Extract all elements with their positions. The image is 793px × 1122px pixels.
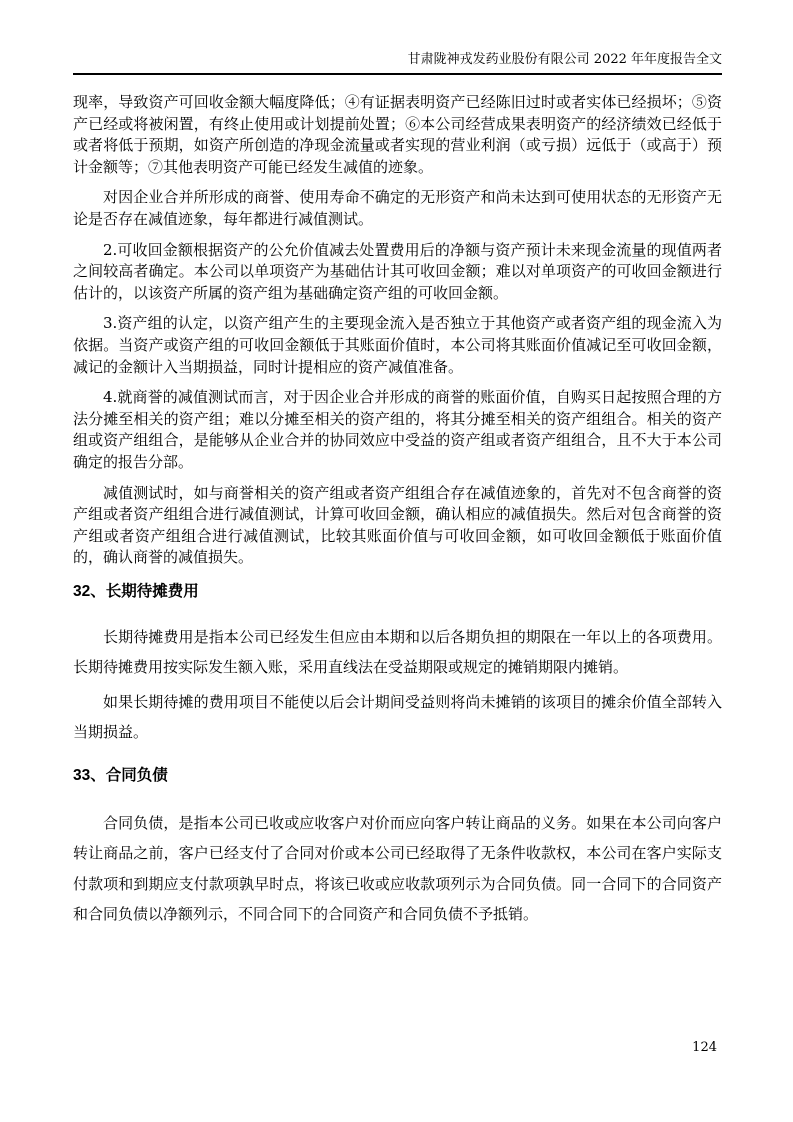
body-paragraph-goodwill-allocation: 4.就商誉的减值测试而言，对于因企业合并形成的商誉的账面价值，自购买日起按照合理的方法分摊至相关的资产组；难以分摊至相关的资产组的，将其分摊至相关的资产组组合。相关的资产组或资产组组合，是能够从企业合并的协同效应中受益的资产组或者资产组组合，且不大于本公司确定的报告分部。 (73, 388, 722, 471)
body-paragraph-asset-group: 3.资产组的认定，以资产组产生的主要现金流入是否独立于其他资产或者资产组的现金流入为依据。当资产或资产组的可收回金额低于其账面价值时，本公司将其账面价值减记至可收回金额，减记的金额计入当期损益，同时计提相应的资产减值准备。 (73, 314, 722, 376)
section-heading-33-contract-liabilities: 33、合同负债 (73, 766, 168, 784)
body-paragraph-impairment-indicators: 现率，导致资产可回收金额大幅度降低；④有证据表明资产已经陈旧过时或者实体已经损坏；⑤资产已经或将被闲置，有终止使用或计划提前处置；⑥本公司经营成果表明资产的经济绩效已经低于或者将低于预期，如资产所创造的净现金流量或者实现的营业利润（或亏损）远低于（或高于）预计金额等；⑦其他表明资产可能已经发生减值的迹象。 (73, 93, 722, 176)
document-body (73, 92, 722, 934)
section-heading-32-long-term-prepaid-expenses: 32、长期待摊费用 (73, 582, 199, 600)
body-paragraph-contract-liabilities-definition: 合同负债，是指本公司已收或应收客户对价而应向客户转让商品的义务。如果在本公司向客户转让商品之前，客户已经支付了合同对价或本公司已经取得了无条件收款权，本公司在客户实际支付款项和到期应支付款项孰早时点，将该已收或应收款项列示为合同负债。同一合同下的合同资产和合同负债以净额列示，不同合同下的合同资产和合同负债不予抵销。 (73, 813, 722, 924)
body-paragraph-goodwill-impairment-loss: 减值测试时，如与商誉相关的资产组或者资产组组合存在减值迹象的，首先对不包含商誉的资产组或者资产组组合进行减值测试，计算可收回金额，确认相应的减值损失。然后对包含商誉的资产组或者资产组组合进行减值测试，比较其账面价值与可收回金额，如可收回金额低于账面价值的，确认商誉的减值损失。 (73, 483, 722, 567)
body-paragraph-long-term-prepaid-transfer: 如果长期待摊的费用项目不能使以后会计期间受益则将尚未摊销的该项目的摊余价值全部转入当期损益。 (73, 692, 722, 742)
report-title: 甘肃陇神戎发药业股份有限公司 2022 年年度报告全文 (407, 52, 722, 67)
page-footer (692, 1040, 717, 1055)
page-number: 124 (692, 1040, 717, 1055)
body-paragraph-long-term-prepaid-definition: 长期待摊费用是指本公司已经发生但应由本期和以后各期负担的期限在一年以上的各项费用。长期待摊费用按实际发生额入账，采用直线法在受益期限或规定的摊销期限内摊销。 (73, 627, 722, 677)
body-paragraph-goodwill-annual-test: 对因企业合并所形成的商誉、使用寿命不确定的无形资产和尚未达到可使用状态的无形资产无论是否存在减值迹象，每年都进行减值测试。 (73, 188, 722, 228)
page-header (73, 52, 722, 75)
body-paragraph-recoverable-amount: 2.可收回金额根据资产的公允价值减去处置费用后的净额与资产预计未来现金流量的现值两者之间较高者确定。本公司以单项资产为基础估计其可收回金额；难以对单项资产的可收回金额进行估计的，以该资产所属的资产组为基础确定资产组的可收回金额。 (73, 240, 722, 302)
